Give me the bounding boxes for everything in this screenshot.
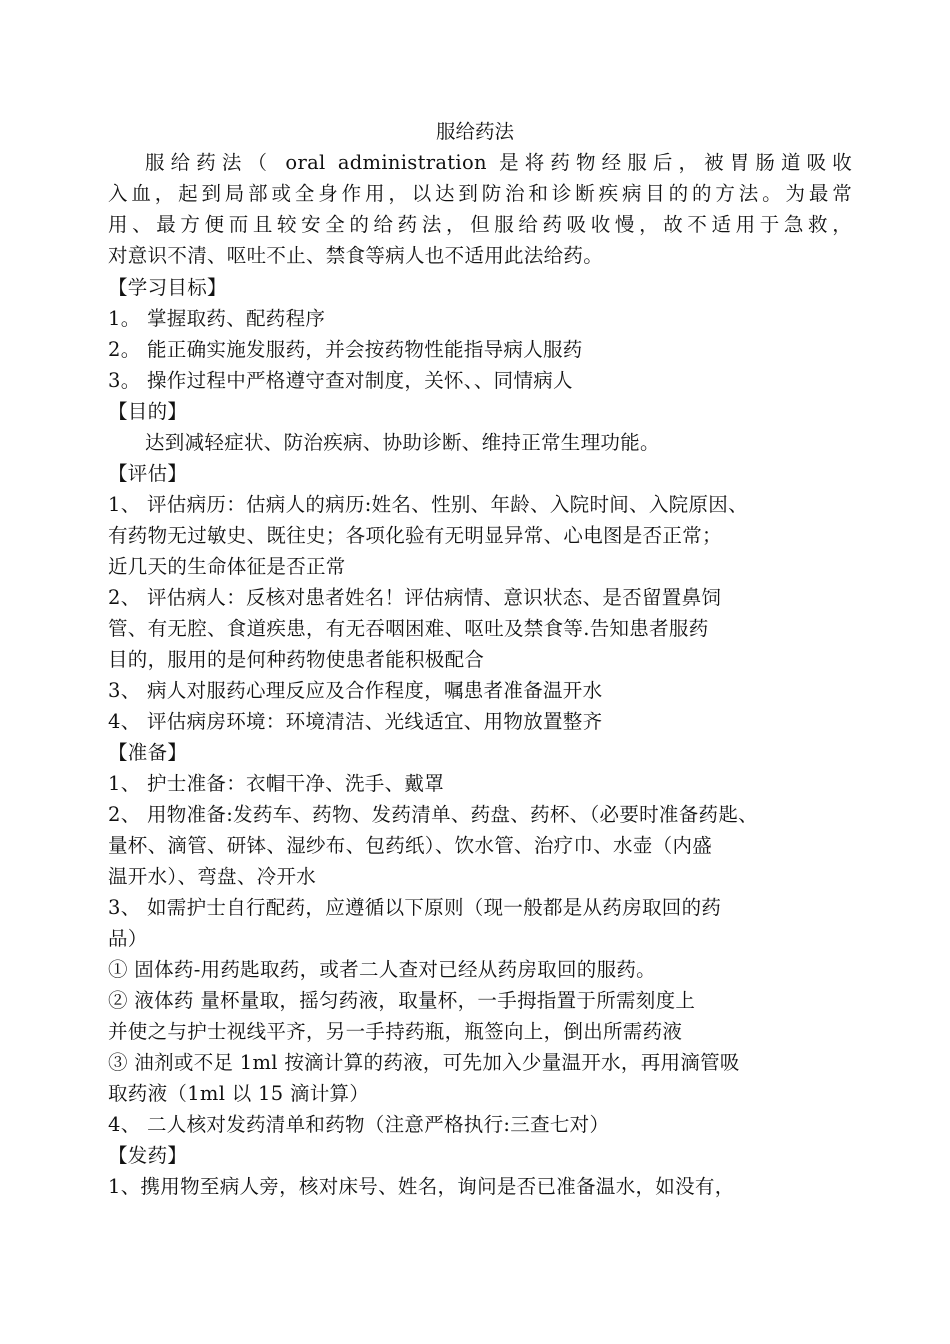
preparation-line-7: ① 固体药-用药匙取药，或者二人查对已经从药房取回的服药。 bbox=[108, 958, 656, 981]
preparation-line-2: 2、 用物准备:发药车、药物、发药清单、药盘、药杯、（必要时准备药匙、 bbox=[108, 803, 758, 826]
intro-line-1: 服给药法（ oral administration 是将药物经服后，被胃肠道吸收 bbox=[145, 151, 852, 174]
objective-item-1: 1。 掌握取药、配药程序 bbox=[108, 307, 326, 330]
section-heading-preparation: 【准备】 bbox=[108, 741, 188, 764]
assessment-line-1: 1、 评估病历：估病人的病历:姓名、性别、年龄、入院时间、入院原因、 bbox=[108, 493, 748, 516]
objective-item-3: 3。 操作过程中严格遵守查对制度，关怀、、同情病人 bbox=[108, 369, 573, 392]
preparation-line-3: 量杯、滴管、研钵、湿纱布、包药纸）、饮水管、治疗巾、水壶（内盛 bbox=[108, 834, 713, 857]
preparation-line-8: ② 液体药 量杯量取，摇匀药液，取量杯，一手拇指置于所需刻度上 bbox=[108, 989, 696, 1012]
section-heading-objectives: 【学习目标】 bbox=[108, 276, 227, 299]
dispensing-line-1: 1、携用物至病人旁，核对床号、姓名，询问是否已准备温水，如没有， bbox=[108, 1175, 735, 1198]
intro-line-3: 用、最方便而且较安全的给药法，但服给药吸收慢，故不适用于急救， bbox=[108, 213, 852, 236]
page-title: 服给药法 bbox=[435, 120, 514, 143]
preparation-line-4: 温开水）、弯盘、冷开水 bbox=[108, 865, 317, 888]
assessment-line-2: 有药物无过敏史、既往史；各项化验有无明显异常、心电图是否正常； bbox=[108, 524, 722, 547]
assessment-line-6: 目的，服用的是何种药物使患者能积极配合 bbox=[108, 648, 485, 671]
preparation-line-5: 3、 如需护士自行配药，应遵循以下原则（现一般都是从药房取回的药 bbox=[108, 896, 722, 919]
objective-item-2: 2。 能正确实施发服药，并会按药物性能指导病人服药 bbox=[108, 338, 583, 361]
intro-line-2: 入血，起到局部或全身作用，以达到防治和诊断疾病目的的方法。为最常 bbox=[108, 182, 852, 205]
section-heading-dispensing: 【发药】 bbox=[108, 1144, 188, 1167]
section-heading-assessment: 【评估】 bbox=[108, 462, 188, 485]
section-heading-purpose: 【目的】 bbox=[108, 400, 188, 423]
purpose-text: 达到减轻症状、防治疾病、协助诊断、维持正常生理功能。 bbox=[145, 431, 660, 454]
preparation-line-1: 1、 护士准备：衣帽干净、洗手、戴罩 bbox=[108, 772, 445, 795]
assessment-line-7: 3、 病人对服药心理反应及合作程度，嘱患者准备温开水 bbox=[108, 679, 603, 702]
assessment-line-3: 近几天的生命体征是否正常 bbox=[108, 555, 346, 578]
assessment-line-8: 4、 评估病房环境：环境清洁、光线适宜、用物放置整齐 bbox=[108, 710, 603, 733]
preparation-line-9: 并使之与护士视线平齐，另一手持药瓶，瓶签向上，倒出所需药液 bbox=[108, 1020, 683, 1043]
intro-line-4: 对意识不清、呕吐不止、禁食等病人也不适用此法给药。 bbox=[108, 244, 604, 267]
preparation-line-6: 品） bbox=[108, 927, 148, 950]
assessment-line-5: 管、有无腔、食道疾患，有无吞咽困难、呕吐及禁食等.告知患者服药 bbox=[108, 617, 709, 640]
preparation-line-10: ③ 油剂或不足 1ml 按滴计算的药液，可先加入少量温开水，再用滴管吸 bbox=[108, 1051, 740, 1074]
preparation-line-11: 取药液（1ml 以 15 滴计算） bbox=[108, 1082, 370, 1105]
assessment-line-4: 2、 评估病人：反核对患者姓名！评估病情、意识状态、是否留置鼻饲 bbox=[108, 586, 722, 609]
preparation-line-12: 4、 二人核对发药清单和药物（注意严格执行:三查七对） bbox=[108, 1113, 610, 1136]
